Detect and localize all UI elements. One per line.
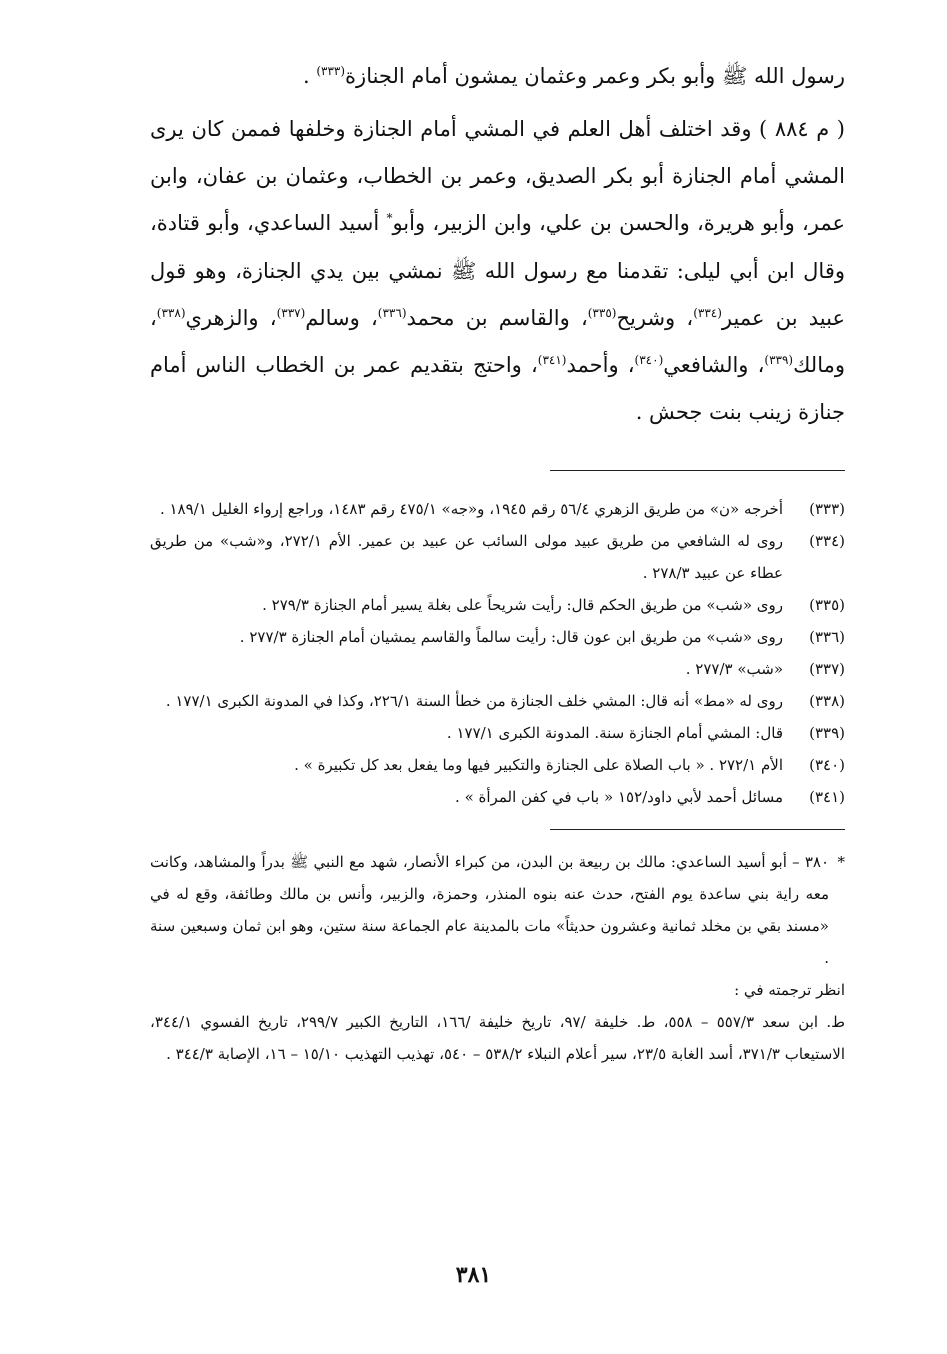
footnote-ref-341: (٣٤١) <box>537 353 567 368</box>
footnote-ref-333: (٣٣٣) <box>316 64 346 78</box>
paragraph-text: ، والقاسم بن محمد <box>406 305 588 330</box>
paragraph-text: ، واحتج بتقديم عمر بن الخطاب الناس أمام جنازة زينب بنت جحش . <box>150 353 845 425</box>
footnote-number: (٣٣٥) <box>809 596 845 615</box>
footnote-item <box>150 717 845 749</box>
footnote-text: مسائل أحمد لأبي داود/١٥٢ « باب في كفن المرأة » . <box>455 788 783 807</box>
biography-text: ٣٨٠ – أبو أسيد الساعدي: مالك بن ربيعة بن البدن، من كبراء الأنصار، شهد مع النبي ﷺ بدراً والمشاهد، وكانت معه راية بني ساعدة يوم الفتح، حدث عنه بنوه المنذر، وحمزة، والزبير، وأنس بن مالك وطائفة، وقع له في «مسند بقي بن مخلد ثمانية وعشرون حديثاً» مات بالمدينة عام الجماعة سنة ستين، وهو ابن ثمان وسبعين سنة . <box>150 853 829 968</box>
page-number: ٣٨١ <box>455 1262 492 1288</box>
footnote-ref-337: (٣٣٧) <box>276 305 306 320</box>
footnote-item <box>150 525 845 589</box>
footnote-text: «شب» ٢٧٧/٣ . <box>685 660 783 679</box>
footnote-text: أخرجه «ن» من طريق الزهري ٥٦/٤ رقم ١٩٤٥، و«جه» ٤٧٥/١ رقم ١٤٨٣، وراجع إرواء الغليل ١٨٩/١ . <box>159 500 783 519</box>
footnote-text: روى له «مط» أنه قال: المشي خلف الجنازة من خطأ السنة ٢٢٦/١، وكذا في المدونة الكبرى ١٧٧/١ . <box>165 692 783 711</box>
footnote-text: روى له الشافعي من طريق عبيد مولى السائب عن عبيد بن عمير. الأم ٢٧٢/١، و«شب» من طريق عطاء عن عبيد ٢٧٨/٣ . <box>150 532 783 583</box>
paragraph-text: ، والشافعي <box>663 353 765 378</box>
footnote-text: قال: المشي أمام الجنازة سنة. المدونة الكبرى ١٧٧/١ . <box>446 724 783 743</box>
footnote-text: روى «شب» من طريق الحكم قال: رأيت شريحاً على بغلة يسير أمام الجنازة ٢٧٩/٣ . <box>262 596 783 615</box>
footnote-text: الأم ٢٧٢/١ . « باب الصلاة على الجنازة والتكبير فيها وما يفعل بعد كل تكبيرة » . <box>294 756 783 775</box>
footnote-ref-334: (٣٣٤) <box>693 305 722 320</box>
footnote-number: (٣٣٧) <box>809 660 845 679</box>
footnote-ref-336: (٣٣٦) <box>377 305 407 320</box>
bio-marker: * <box>837 853 845 872</box>
footnote-text: روى «شب» من طريق ابن عون قال: رأيت سالماً والقاسم يمشيان أمام الجنازة ٢٧٧/٣ . <box>239 628 783 647</box>
paragraph-text: ، وشريح <box>616 305 694 330</box>
paragraph-text: ( م ٨٨٤ ) وقد اختلف أهل العلم في المشي أمام الجنازة وخلفها فممن كان يرى المشي أمام الجنازة أبو بكر الصديق، وعمر بن الخطاب، وعثمان بن عفان، وابن عمر، وأبو هريرة، والحسن بن علي، وابن الزبير، وأبو <box>150 117 846 236</box>
footnote-item <box>150 589 845 621</box>
paragraph-text: ، وأحمد <box>566 353 635 378</box>
footnote-item <box>150 653 845 685</box>
biography-see-label: انظر ترجمته في : <box>734 981 845 1000</box>
paragraph-text: ، وسالم <box>305 305 378 330</box>
footnote-item <box>150 621 845 653</box>
footnote-ref-338: (٣٣٨) <box>156 305 186 320</box>
main-paragraph <box>150 106 845 436</box>
footnote-number: (٣٣٤) <box>809 532 845 551</box>
paragraph-text: أسيد الساعدي، وأبو قتادة، وقال ابن أبي ليلى: تقدمنا مع رسول الله ﷺ نمشي بين يدي الجنازة، وهو قول عبيد بن عمير <box>150 211 845 330</box>
biography-sources: ط. ابن سعد ٥٥٧/٣ – ٥٥٨، ط. خليفة /٩٧، تاريخ خليفة /١٦٦، التاريخ الكبير ٢٩٩/٧، تاريخ الفسوي ٣٤٤/١، الاستيعاب ٣٧١/٣، أسد الغابة ٢٣/٥، سير أعلام النبلاء ٥٣٨/٢ – ٥٤٠، تهذيب التهذيب ١٥/١٠ – ١٦، الإصابة ٣٤٤/٣ . <box>150 1013 845 1064</box>
footnote-ref-339: (٣٣٩) <box>764 353 794 368</box>
biography-note <box>150 846 845 1070</box>
footnote-ref-335: (٣٣٥) <box>587 305 617 320</box>
footnote-item <box>150 493 845 525</box>
footnote-number: (٣٤٠) <box>809 756 845 775</box>
footnote-number: (٣٤١) <box>809 788 845 807</box>
top-line <box>150 52 845 100</box>
footnote-ref-340: (٣٤٠) <box>634 353 664 368</box>
page-body <box>150 52 845 1070</box>
top-line-text: رسول الله ﷺ وأبو بكر وعمر وعثمان يمشون أمام الجنازة <box>345 64 845 88</box>
footnote-number: (٣٣٩) <box>809 724 845 743</box>
footnote-number: (٣٣٣) <box>809 500 845 519</box>
paragraph-text: ، والزهري <box>185 305 277 330</box>
footnote-divider <box>550 470 845 471</box>
footnote-item <box>150 781 845 813</box>
top-line-end: . <box>302 64 317 88</box>
bio-marker: * <box>386 211 393 226</box>
biography-entry <box>150 846 845 974</box>
paragraph-text: ، ومالك <box>150 305 845 378</box>
footnote-item <box>150 685 845 717</box>
footnote-number: (٣٣٦) <box>809 628 845 647</box>
footnote-number: (٣٣٨) <box>809 692 845 711</box>
footnote-item <box>150 749 845 781</box>
footnotes <box>150 493 845 813</box>
biography-divider <box>550 829 845 830</box>
